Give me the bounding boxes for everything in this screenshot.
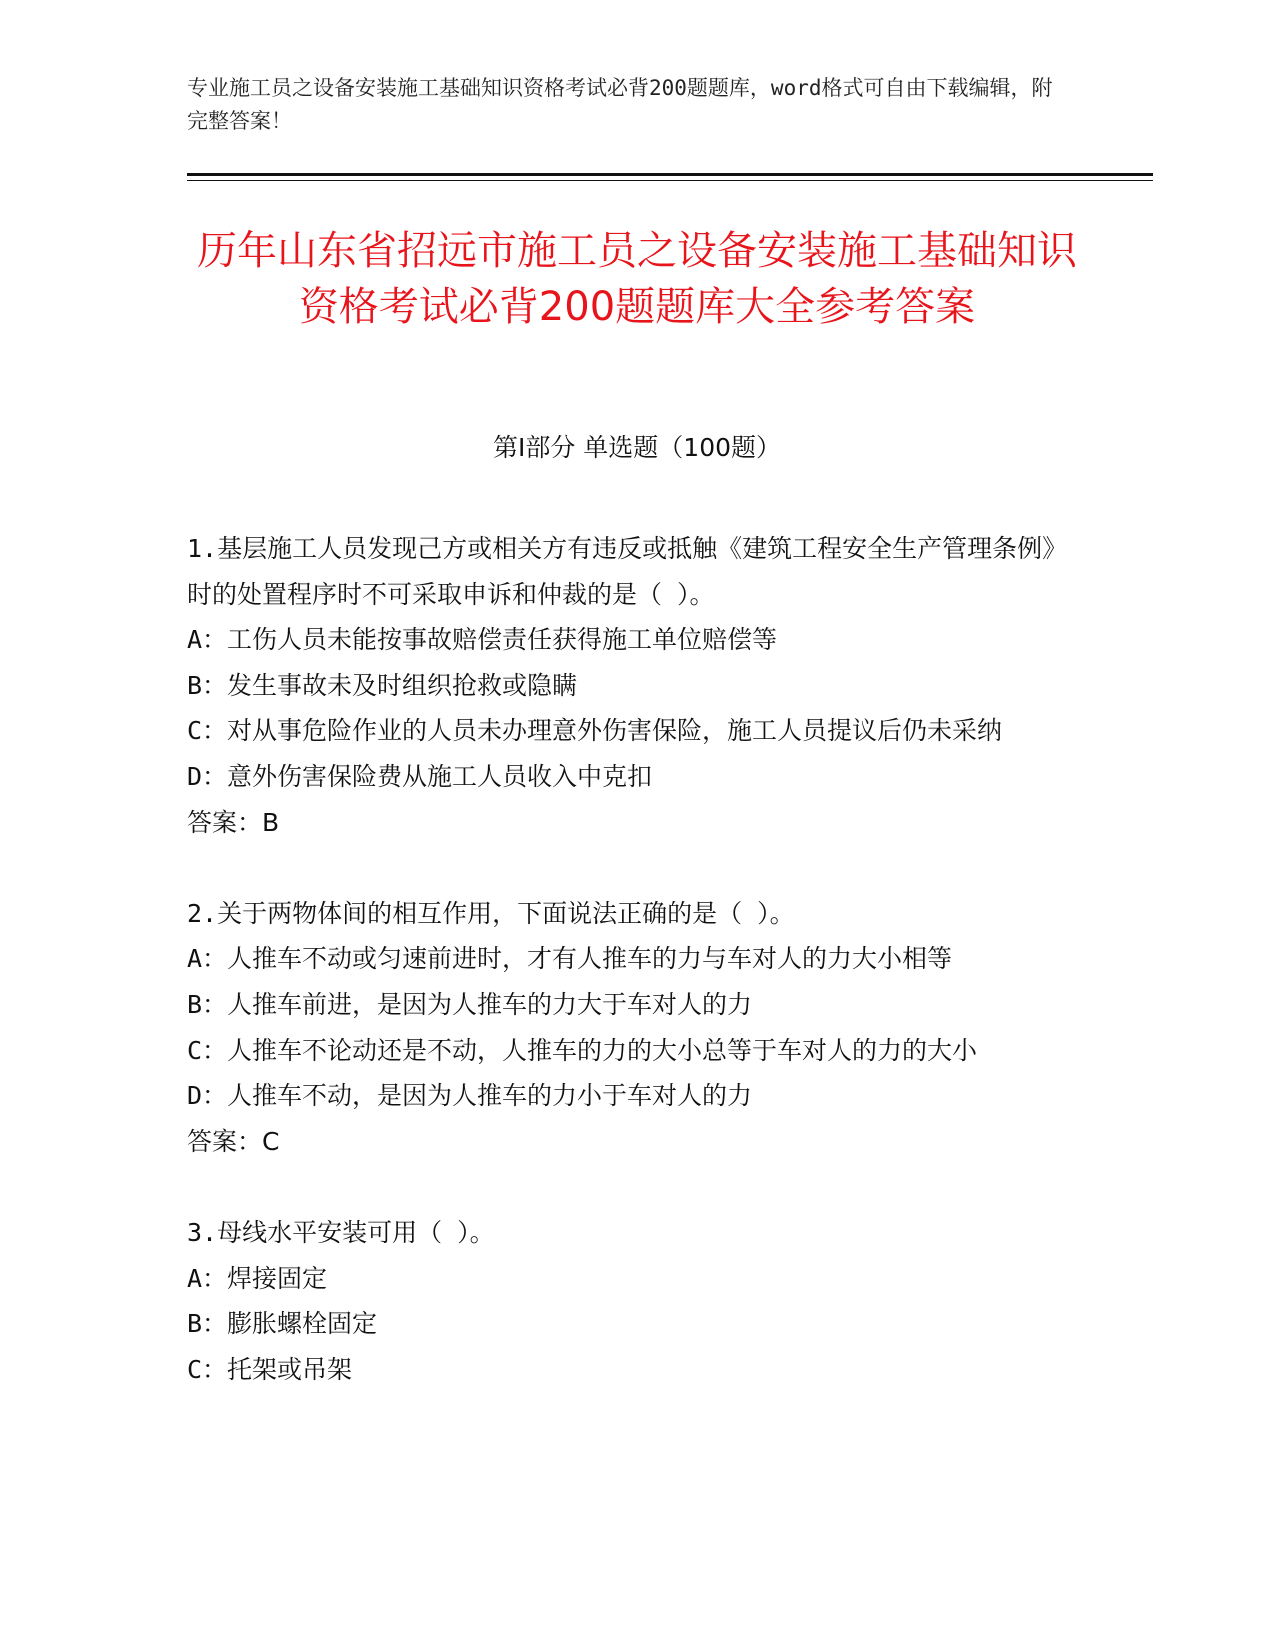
question-stem: 1.基层施工人员发现己方或相关方有违反或抵触《建筑工程安全生产管理条例》时的处置程序时不可采取申诉和仲裁的是（ ）。 [187,534,1055,609]
option-a: A：人推车不动或匀速前进时，才有人推车的力与车对人的力大小相等 [187,944,953,974]
option-c: C：对从事危险作业的人员未办理意外伤害保险，施工人员提议后仍未采纳 [187,716,1003,746]
answer-line: 答案：C [187,1126,280,1156]
question-item [187,891,1067,1165]
section-heading: 第Ⅰ部分 单选题（100题） [492,433,782,462]
option-b: B：人推车前进，是因为人推车的力大于车对人的力 [187,989,753,1019]
question-item [187,526,1067,845]
question-list [187,526,1067,1438]
question-stem: 2.关于两物体间的相互作用，下面说法正确的是（ ）。 [187,898,795,928]
option-a: A：工伤人员未能按事故赔偿责任获得施工单位赔偿等 [187,625,778,655]
question-stem: 3.母线水平安装可用（ ）。 [187,1217,495,1247]
header-note: 专业施工员之设备安装施工基础知识资格考试必背200题题库，word格式可自由下载编辑，附完整答案！ [187,76,1053,133]
header-rule-thin [187,180,1153,181]
option-d: D：意外伤害保险费从施工人员收入中克扣 [187,761,653,791]
option-b: B：膨胀螺栓固定 [187,1309,378,1339]
option-c: C：人推车不论动还是不动，人推车的力的大小总等于车对人的力的大小 [187,1035,978,1065]
answer-line: 答案：B [187,807,280,837]
option-c: C：托架或吊架 [187,1354,353,1384]
option-a: A：焊接固定 [187,1263,328,1293]
option-b: B：发生事故未及时组织抢救或隐瞒 [187,670,578,700]
header-rule-thick [187,173,1153,176]
question-item [187,1210,1067,1392]
document-title: 历年山东省招远市施工员之设备安装施工基础知识资格考试必背200题题库大全参考答案 [197,228,1077,330]
option-d: D：人推车不动，是因为人推车的力小于车对人的力 [187,1081,753,1111]
